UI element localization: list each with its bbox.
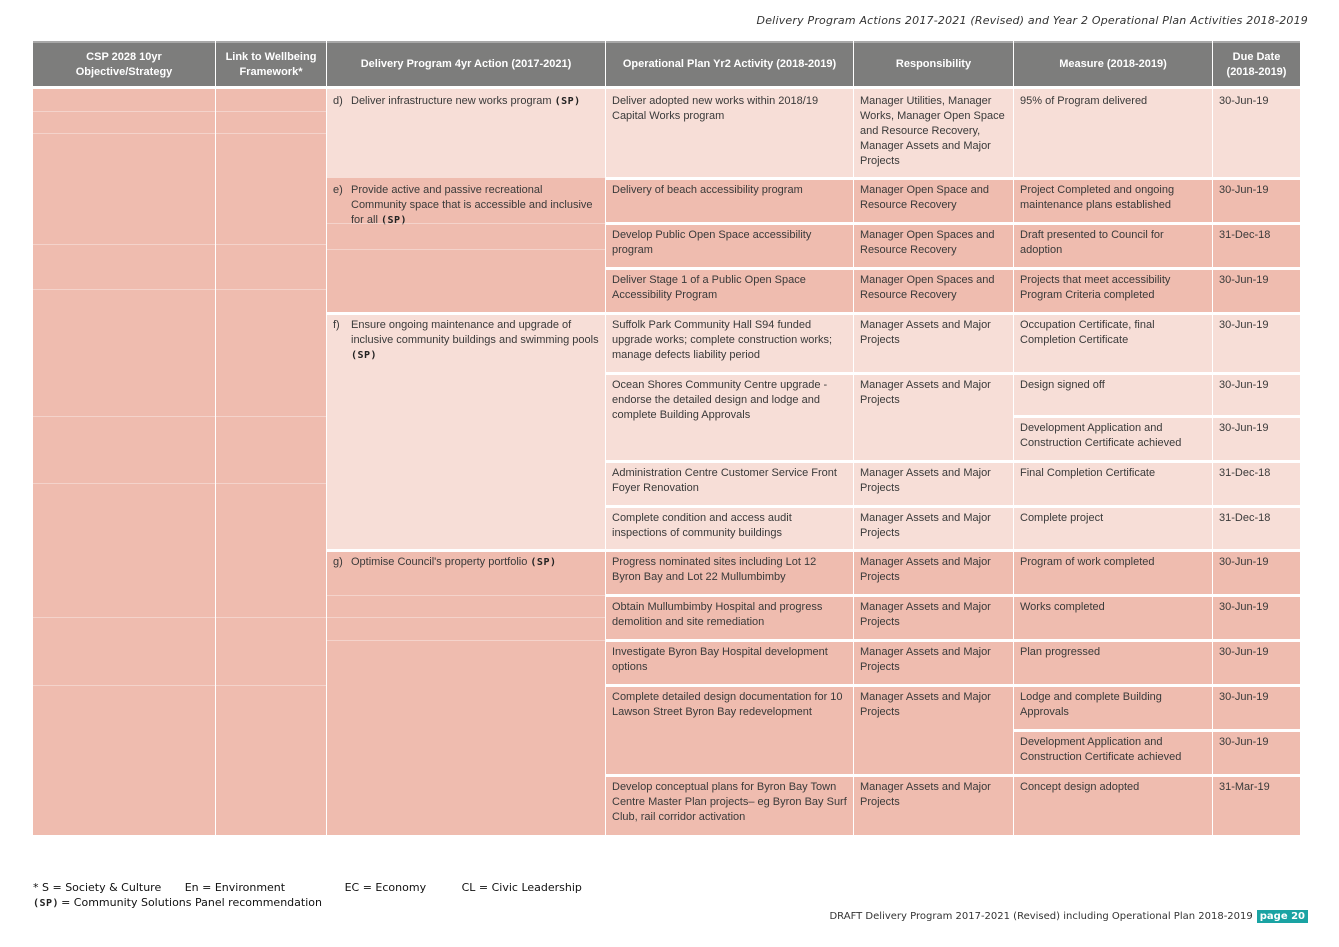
- row-due-date: 30-Jun-19: [1213, 268, 1300, 313]
- row-measure: Concept design adopted: [1014, 775, 1212, 835]
- row-measure: Plan progressed: [1014, 640, 1212, 685]
- faint-rule: [33, 133, 326, 134]
- row-due-date: 31-Dec-18: [1213, 223, 1300, 268]
- row-divider: [606, 684, 1300, 687]
- row-divider: [1014, 729, 1300, 732]
- action-g: g) Optimise Council's property portfolio (SP): [327, 550, 605, 835]
- faint-rule: [327, 640, 605, 641]
- row-measure: Program of work completed: [1014, 550, 1212, 595]
- legend-item: * S = Society & Culture: [33, 881, 162, 894]
- row-divider: [606, 460, 1300, 463]
- col-header-responsibility: Responsibility: [854, 41, 1013, 88]
- row-measure: Design signed off: [1014, 373, 1212, 416]
- col-header-due: Due Date (2018-2019): [1213, 41, 1300, 88]
- csp-objective-cell: [33, 89, 215, 835]
- faint-rule: [33, 289, 326, 290]
- sp-legend-text: = Community Solutions Panel recommendation: [61, 896, 322, 909]
- row-activity: Complete condition and access audit inspections of community buildings: [606, 506, 853, 550]
- row-responsibility: Manager Open Spaces and Resource Recovery: [854, 223, 1013, 268]
- row-activity: Deliver Stage 1 of a Public Open Space Accessibility Program: [606, 268, 853, 313]
- faint-rule: [33, 111, 326, 112]
- row-divider: [606, 505, 1300, 508]
- row-measure: Final Completion Certificate: [1014, 461, 1212, 506]
- row-due-date: 30-Jun-19: [1213, 640, 1300, 685]
- row-due-date-secondary: 30-Jun-19: [1213, 730, 1300, 775]
- row-divider: [606, 267, 1300, 270]
- row-due-date: 30-Jun-19: [1213, 178, 1300, 223]
- row-measure: Projects that meet accessibility Program Criteria completed: [1014, 268, 1212, 313]
- row-measure: Complete project: [1014, 506, 1212, 550]
- row-measure: Project Completed and ongoing maintenance plans established: [1014, 178, 1212, 223]
- row-responsibility: Manager Open Space and Resource Recovery: [854, 178, 1013, 223]
- faint-rule: [33, 617, 326, 618]
- wellbeing-link-cell: [216, 89, 326, 835]
- footnote-legend: [33, 881, 598, 894]
- row-divider: [606, 774, 1300, 777]
- row-activity: Complete detailed design documentation for 10 Lawson Street Byron Bay redevelopment: [606, 685, 853, 775]
- row-due-date-secondary: 30-Jun-19: [1213, 416, 1300, 461]
- row-due-date: 31-Dec-18: [1213, 461, 1300, 506]
- sp-tag: (SP): [33, 898, 60, 909]
- actions-table: [33, 41, 1300, 835]
- action-f: f) Ensure ongoing maintenance and upgrade of inclusive community buildings and swimming pools (SP): [327, 313, 605, 550]
- row-divider: [1014, 415, 1300, 418]
- row-responsibility: Manager Assets and Major Projects: [854, 506, 1013, 550]
- action-e: e) Provide active and passive recreational Community space that is accessible and inclusive for all (SP): [327, 178, 605, 313]
- col-header-activity: Operational Plan Yr2 Activity (2018-2019): [606, 41, 853, 88]
- row-measure-secondary: Development Application and Construction Certificate achieved: [1014, 416, 1212, 461]
- page-footer: [829, 910, 1308, 923]
- row-measure: Occupation Certificate, final Completion Certificate: [1014, 313, 1212, 373]
- row-responsibility: Manager Assets and Major Projects: [854, 461, 1013, 506]
- faint-rule: [33, 244, 326, 245]
- row-divider: [327, 549, 1300, 552]
- action-d: d) Deliver infrastructure new works program (SP): [327, 89, 605, 178]
- faint-rule: [327, 595, 605, 596]
- row-activity: Ocean Shores Community Centre upgrade - endorse the detailed design and lodge and complete Building Approvals: [606, 373, 853, 461]
- faint-rule: [327, 223, 605, 224]
- row-activity: Progress nominated sites including Lot 12 Byron Bay and Lot 22 Mullumbimby: [606, 550, 853, 595]
- page-number: page 20: [1257, 910, 1308, 923]
- row-activity: Develop Public Open Space accessibility program: [606, 223, 853, 268]
- row-responsibility: Manager Assets and Major Projects: [854, 373, 1013, 461]
- footnote-sp: [33, 896, 338, 909]
- col-header-measure: Measure (2018-2019): [1014, 41, 1212, 88]
- row-responsibility: Manager Open Spaces and Resource Recovery: [854, 268, 1013, 313]
- row-measure: 95% of Program delivered: [1014, 89, 1212, 178]
- faint-rule: [327, 617, 605, 618]
- row-responsibility: Manager Assets and Major Projects: [854, 775, 1013, 835]
- col-header-action: Delivery Program 4yr Action (2017-2021): [327, 41, 605, 88]
- row-activity: Obtain Mullumbimby Hospital and progress demolition and site remediation: [606, 595, 853, 640]
- row-responsibility: Manager Assets and Major Projects: [854, 313, 1013, 373]
- col-header-link: Link to Wellbeing Framework*: [216, 41, 326, 88]
- row-activity: Develop conceptual plans for Byron Bay Town Centre Master Plan projects– eg Byron Bay Surf Club, rail corridor activation: [606, 775, 853, 835]
- row-activity: Administration Centre Customer Service Front Foyer Renovation: [606, 461, 853, 506]
- row-responsibility: Manager Assets and Major Projects: [854, 595, 1013, 640]
- faint-rule: [33, 416, 326, 417]
- footer-text: DRAFT Delivery Program 2017-2021 (Revised) including Operational Plan 2018-2019: [829, 911, 1253, 922]
- row-divider: [606, 639, 1300, 642]
- row-divider: [606, 372, 1300, 375]
- row-divider: [606, 177, 1300, 180]
- row-due-date: 30-Jun-19: [1213, 685, 1300, 730]
- legend-item: CL = Civic Leadership: [461, 881, 582, 894]
- document-header-title: Delivery Program Actions 2017-2021 (Revised) and Year 2 Operational Plan Activities 2018-2019: [756, 14, 1308, 27]
- row-activity: Delivery of beach accessibility program: [606, 178, 853, 223]
- row-responsibility: Manager Utilities, Manager Works, Manager Open Space and Resource Recovery, Manager Assets and Major Projects: [854, 89, 1013, 178]
- row-activity: Investigate Byron Bay Hospital development options: [606, 640, 853, 685]
- row-due-date: 30-Jun-19: [1213, 595, 1300, 640]
- row-measure: Works completed: [1014, 595, 1212, 640]
- row-due-date: 31-Mar-19: [1213, 775, 1300, 835]
- row-divider: [606, 594, 1300, 597]
- row-responsibility: Manager Assets and Major Projects: [854, 640, 1013, 685]
- row-due-date: 30-Jun-19: [1213, 373, 1300, 416]
- faint-rule: [33, 685, 326, 686]
- row-due-date: 30-Jun-19: [1213, 89, 1300, 178]
- faint-rule: [327, 249, 605, 250]
- legend-item: En = Environment: [184, 881, 286, 894]
- col-header-csp: CSP 2028 10yr Objective/Strategy: [33, 41, 215, 88]
- faint-rule: [33, 483, 326, 484]
- row-due-date: 30-Jun-19: [1213, 550, 1300, 595]
- row-due-date: 30-Jun-19: [1213, 313, 1300, 373]
- row-activity: Deliver adopted new works within 2018/19 Capital Works program: [606, 89, 853, 178]
- legend-item: EC = Economy: [344, 881, 427, 894]
- row-responsibility: Manager Assets and Major Projects: [854, 550, 1013, 595]
- row-due-date: 31-Dec-18: [1213, 506, 1300, 550]
- row-measure: Lodge and complete Building Approvals: [1014, 685, 1212, 730]
- row-activity: Suffolk Park Community Hall S94 funded upgrade works; complete construction works; manage defects liability period: [606, 313, 853, 373]
- row-divider: [327, 312, 1300, 315]
- row-divider: [606, 222, 1300, 225]
- row-responsibility: Manager Assets and Major Projects: [854, 685, 1013, 775]
- row-measure-secondary: Development Application and Construction Certificate achieved: [1014, 730, 1212, 775]
- row-measure: Draft presented to Council for adoption: [1014, 223, 1212, 268]
